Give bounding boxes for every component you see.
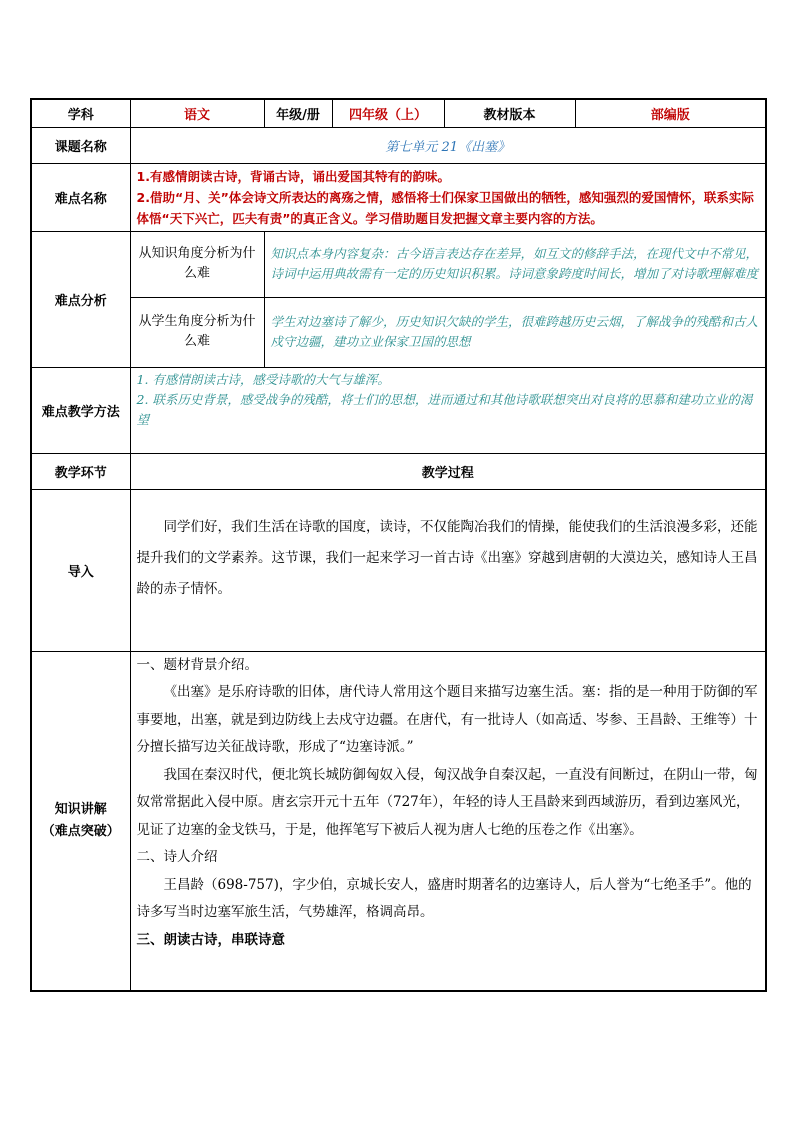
difficulty-name-content	[130, 163, 766, 231]
poet-paragraph: 王昌龄（698-757)，字少伯，京城长安人，盛唐时期著名的边塞诗人，后人誉为“七绝圣手”。他的诗多写当时边塞军旅生活，气势雄浑，格调高昂。	[136, 876, 752, 920]
knowledge-label-line1: 知识讲解	[54, 801, 107, 817]
process-label: 教学过程	[130, 453, 766, 489]
lesson-label: 课题名称	[31, 127, 130, 163]
method-row	[31, 367, 766, 453]
subject-label: 学科	[31, 99, 130, 127]
knowledge-label-line2: （难点突破）	[41, 823, 120, 839]
intro-text: 同学们好，我们生活在诗歌的国度，读诗，不仅能陶冶我们的情操，能使我们的生活浪漫多彩，还能提升我们的文学素养。这节课，我们一起来学习一首古诗《出塞》穿越到唐朝的大漠边关，感知诗人王昌龄的赤子情怀。	[136, 518, 758, 597]
history-paragraph: 我国在秦汉时代，便北筑长城防御匈奴入侵，匈汉战争自秦汉起，一直没有间断过，在阴山一带，匈奴常常据此入侵中原。唐玄宗开元十五年（727年），年轻的诗人王昌龄来到西域游历，看到边塞风光，见证了边塞的金戈铁马，于是，他挥笔写下被后人视为唐人七绝的压卷之作《出塞》。	[136, 766, 758, 838]
intro-row	[31, 489, 766, 651]
lesson-plan-table	[30, 98, 767, 992]
header-row	[31, 99, 766, 127]
grade-label: 年级/册	[264, 99, 332, 127]
lesson-plan-sheet	[30, 98, 765, 992]
lesson-title: 第七单元 21《出塞》	[130, 127, 766, 163]
method-label: 难点教学方法	[31, 367, 130, 453]
knowledge-content	[130, 651, 766, 991]
method-item: 1. 有感情朗读古诗，感受诗歌的大气与雄浑。	[136, 371, 390, 387]
method-item: 2. 联系历史背景，感受战争的残酷，将士们的思想，进而通过和其他诗歌联想突出对良将的思慕和建功立业的渴望	[136, 391, 753, 427]
difficulty-item: 2.借助“月、关”体会诗文所表达的离殇之情，感悟将士们保家卫国做出的牺牲，感知强烈的爱国情怀，联系实际体悟“天下兴亡，匹夫有责”的真正含义。学习借助题目发把握文章主要内容的方法。	[136, 189, 754, 226]
difficulty-name-label: 难点名称	[31, 163, 130, 231]
stage-label: 教学环节	[31, 453, 130, 489]
analysis-student-row	[31, 297, 766, 367]
section-heading: 一、题材背景介绍。	[136, 656, 258, 673]
lesson-row	[31, 127, 766, 163]
knowledge-label	[31, 651, 130, 991]
process-header-row	[31, 453, 766, 489]
section-heading: 二、诗人介绍	[136, 849, 218, 865]
student-angle-text: 学生对边塞诗了解少，历史知识欠缺的学生，很难跨越历史云烟，了解战争的残酷和古人戍守边疆，建功立业保家卫国的思想	[264, 297, 766, 367]
edition-label: 教材版本	[444, 99, 575, 127]
analysis-knowledge-row	[31, 231, 766, 297]
background-paragraph: 《出塞》是乐府诗歌的旧体，唐代诗人常用这个题目来描写边塞生活。塞：指的是一种用于防御的军事要地，出塞，就是到边防线上去戍守边疆。在唐代，有一批诗人（如高适、岑参、王昌龄、王维等）十分擅长描写边关征战诗歌，形成了“边塞诗派。”	[136, 684, 758, 755]
edition-value: 部编版	[575, 99, 766, 127]
grade-value: 四年级（上）	[332, 99, 444, 127]
knowledge-row	[31, 651, 766, 991]
intro-label: 导入	[31, 489, 130, 651]
subject-value: 语文	[130, 99, 264, 127]
difficulty-item: 1.有感情朗读古诗，背诵古诗，诵出爱国其特有的韵味。	[136, 168, 450, 184]
analysis-label: 难点分析	[31, 231, 130, 367]
difficulty-name-row	[31, 163, 766, 231]
student-angle-label: 从学生角度分析为什么难	[130, 297, 264, 367]
intro-content	[130, 489, 766, 651]
section-heading: 三、朗读古诗，串联诗意	[136, 931, 285, 948]
knowledge-angle-label: 从知识角度分析为什么难	[130, 231, 264, 297]
knowledge-angle-text: 知识点本身内容复杂：古今语言表达存在差异，如互文的修辞手法，在现代文中不常见，诗词中运用典故需有一定的历史知识积累。诗词意象跨度时间长，增加了对诗歌理解难度	[264, 231, 766, 297]
method-content	[130, 367, 766, 453]
